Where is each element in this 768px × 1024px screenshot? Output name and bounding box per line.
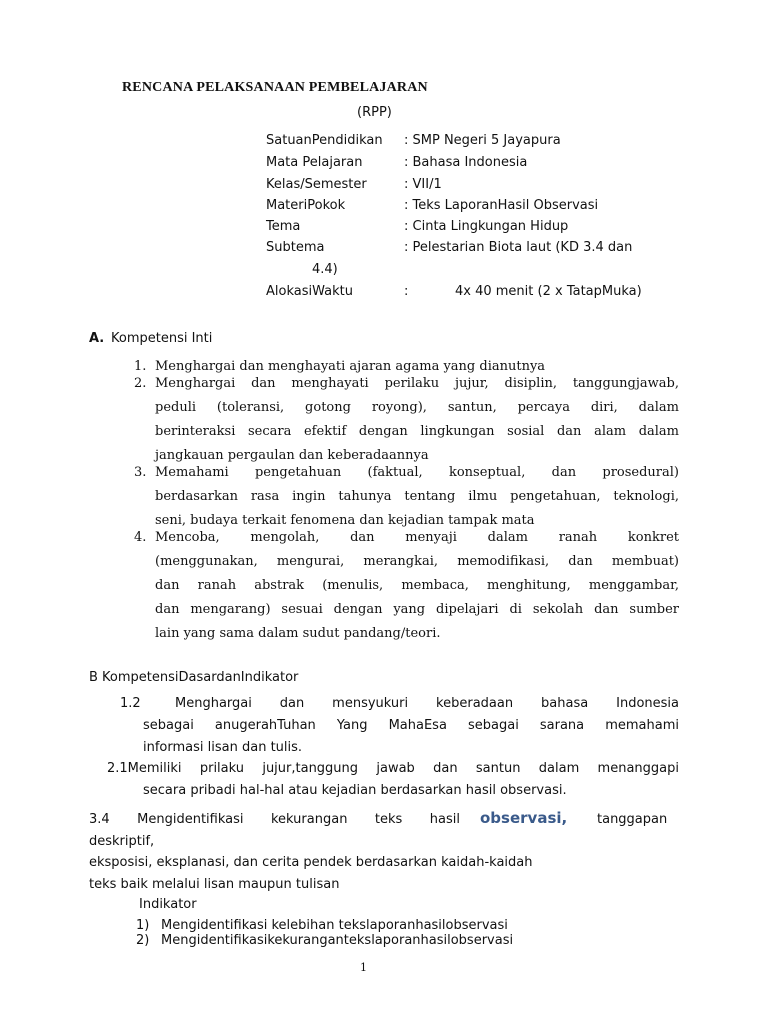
indikator-number: 1): [136, 918, 150, 933]
kd-3-4-line: deskriptif,: [89, 834, 155, 849]
kd-3-4-lead: 3.4 Mengidentifikasi kekurangan teks hasil: [89, 812, 460, 827]
section-a-marker: A.: [89, 331, 105, 346]
kd-3-4-line: eksposisi, eksplanasi, dan cerita pendek berdasarkan kaidah-kaidah: [89, 855, 533, 870]
ki-item-line: lain yang sama dalam sudut pandang/teori.: [155, 626, 441, 641]
identity-value-subtema: : Pelestarian Biota laut (KD 3.4 dan: [404, 240, 633, 255]
section-a-title: Kompetensi Inti: [111, 331, 213, 346]
identity-label-materi: MateriPokok: [266, 198, 346, 213]
kd-3-4-trail: tanggapan: [597, 812, 668, 827]
identity-value-mapel: : Bahasa Indonesia: [404, 155, 528, 170]
indikator-item: Mengidentifikasi kelebihan tekslaporanhasilobservasi: [161, 918, 508, 933]
identity-value-alokasi: 4x 40 menit (2 x TatapMuka): [455, 284, 642, 299]
ki-item-line: Mencoba, mengolah, dan menyaji dalam ranah konkret: [155, 530, 679, 545]
ki-item-line: peduli (toleransi, gotong royong), santun, percaya diri, dalam: [155, 400, 679, 415]
identity-subtema-continuation: 4.4): [312, 262, 338, 277]
kd-2-1-line: secara pribadi hal-hal atau kejadian berdasarkan hasil observasi.: [143, 783, 567, 798]
kd-2-1-line: 2.1Memiliki prilaku jujur,tanggung jawab dan santun dalam menanggapi: [107, 761, 679, 776]
ki-item-line: Memahami pengetahuan (faktual, konseptual, dan prosedural): [155, 465, 679, 480]
ki-item-number: 4.: [134, 530, 147, 545]
kd-3-4-line: teks baik melalui lisan maupun tulisan: [89, 877, 340, 892]
ki-item-number: 2.: [134, 376, 147, 391]
ki-item-line: jangkauan pergaulan dan keberadaannya: [155, 448, 429, 463]
kd-1-2-line: sebagai anugerahTuhan Yang MahaEsa sebagai sarana memahami: [143, 718, 679, 733]
ki-item-line: dan ranah abstrak (menulis, membaca, menghitung, menggambar,: [155, 578, 679, 593]
ki-item-line: berdasarkan rasa ingin tahunya tentang ilmu pengetahuan, teknologi,: [155, 489, 679, 504]
ki-item-line: (menggunakan, mengurai, merangkai, memodifikasi, dan membuat): [155, 554, 679, 569]
identity-value-materi: : Teks LaporanHasil Observasi: [404, 198, 599, 213]
kd-1-2-line: Menghargai dan mensyukuri keberadaan bahasa Indonesia: [175, 696, 679, 711]
ki-item-line: berinteraksi secara efektif dengan lingkungan sosial dan alam dalam: [155, 424, 679, 439]
identity-label-alokasi: AlokasiWaktu: [266, 284, 353, 299]
document-title: RENCANA PELAKSANAAN PEMBELAJARAN: [122, 80, 428, 95]
identity-label-kelas: Kelas/Semester: [266, 177, 367, 192]
indikator-number: 2): [136, 933, 150, 948]
ki-item-line: dan mengarang) sesuai dengan yang dipelajari di sekolah dan sumber: [155, 602, 679, 617]
identity-colon-alokasi: :: [404, 284, 409, 299]
identity-value-kelas: : VII/1: [404, 177, 442, 192]
indikator-title: Indikator: [139, 897, 197, 912]
ki-item-number: 3.: [134, 465, 147, 480]
ki-item-line: Menghargai dan menghayati perilaku jujur, disiplin, tanggungjawab,: [155, 376, 679, 391]
indikator-item: Mengidentifikasikekurangantekslaporanhasilobservasi: [161, 933, 514, 948]
ki-item-number: 1.: [134, 359, 147, 374]
document-subtitle: (RPP): [357, 105, 392, 120]
identity-label-subtema: Subtema: [266, 240, 325, 255]
kd-1-2-line: informasi lisan dan tulis.: [143, 740, 303, 755]
section-b-title: B KompetensiDasardanIndikator: [89, 670, 299, 685]
identity-label-mapel: Mata Pelajaran: [266, 155, 363, 170]
ki-item-line: Menghargai dan menghayati ajaran agama yang dianutnya: [155, 359, 546, 374]
identity-label-tema: Tema: [266, 219, 301, 234]
identity-value-satuan: : SMP Negeri 5 Jayapura: [404, 133, 561, 148]
identity-value-tema: : Cinta Lingkungan Hidup: [404, 219, 569, 234]
identity-label-satuan: SatuanPendidikan: [266, 133, 383, 148]
kd-1-2-number: 1.2: [120, 696, 141, 711]
ki-item-line: seni, budaya terkait fenomena dan kejadian tampak mata: [155, 513, 535, 528]
kd-3-4-highlight: observasi,: [480, 809, 568, 827]
page-number: 1: [360, 961, 367, 974]
